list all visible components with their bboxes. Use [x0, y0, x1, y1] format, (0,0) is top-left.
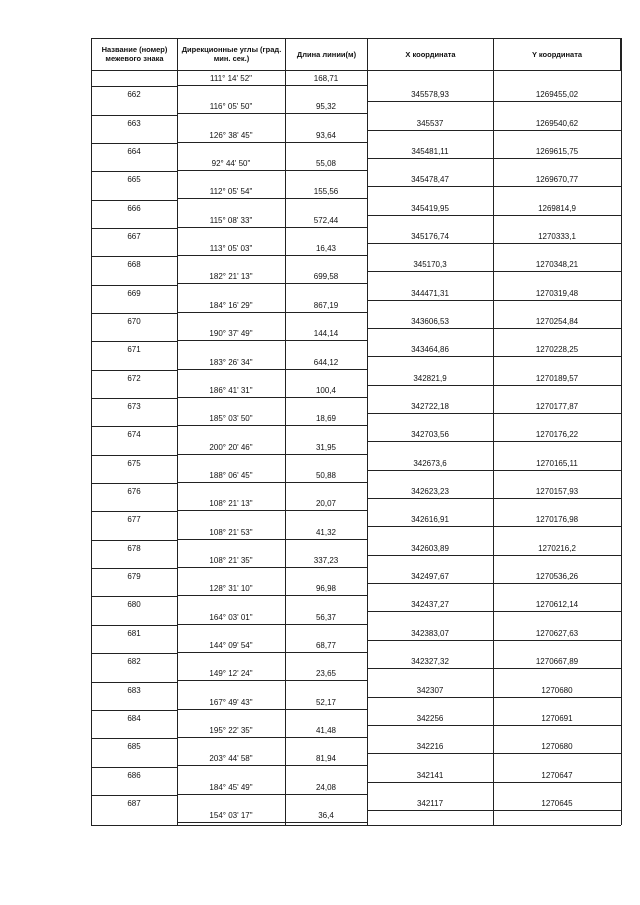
segment-length: 31,95 [315, 442, 337, 452]
coord-rule [367, 782, 621, 783]
segment-rule [177, 283, 367, 284]
header-name: Название (номер) межевого знака [91, 38, 177, 70]
segment-rule [177, 113, 367, 114]
segment-rule [177, 737, 367, 738]
segment-rule [177, 198, 367, 199]
segment-rule [177, 85, 367, 86]
segment-angle: 108° 21' 13" [209, 499, 253, 509]
segment-angle: 183° 26' 34" [209, 357, 253, 367]
point-rule [91, 398, 177, 399]
point-rule [91, 143, 177, 144]
point-x: 345578,93 [411, 90, 449, 100]
segment-rule [177, 170, 367, 171]
point-y: 1270667,89 [535, 657, 579, 667]
coordinates-table [91, 38, 621, 825]
point-rule [91, 341, 177, 342]
coord-rule [367, 753, 621, 754]
point-name: 663 [127, 118, 141, 128]
point-name: 681 [127, 628, 141, 638]
coord-rule [367, 555, 621, 556]
point-x: 342703,56 [411, 430, 449, 440]
segment-rule [177, 595, 367, 596]
point-x: 345478,47 [411, 175, 449, 185]
segment-angle: 182° 21' 13" [209, 272, 253, 282]
point-y: 1269455,02 [535, 90, 579, 100]
segment-length: 52,17 [315, 697, 337, 707]
segment-rule [177, 680, 367, 681]
point-rule [91, 426, 177, 427]
point-rule [91, 625, 177, 626]
point-x: 342327,32 [411, 657, 449, 667]
point-x: 345481,11 [411, 146, 449, 156]
point-rule [91, 200, 177, 201]
segment-rule [177, 227, 367, 228]
point-name: 674 [127, 430, 141, 440]
coord-rule [367, 243, 621, 244]
point-name: 672 [127, 373, 141, 383]
point-x: 342307 [416, 685, 444, 695]
point-y: 1270157,93 [535, 487, 579, 497]
table-border-bottom [91, 825, 621, 826]
segment-angle: 113° 05' 03" [209, 244, 253, 254]
point-y: 1269670,77 [535, 175, 579, 185]
point-rule [91, 313, 177, 314]
segment-rule [177, 454, 367, 455]
segment-angle: 128° 31' 10" [209, 584, 253, 594]
point-name: 680 [127, 600, 141, 610]
segment-length: 41,32 [315, 527, 337, 537]
point-rule [91, 86, 177, 87]
point-y: 1270333,1 [538, 231, 576, 241]
point-name: 675 [127, 458, 141, 468]
point-rule [91, 568, 177, 569]
point-x: 345537 [416, 118, 444, 128]
segment-angle: 116° 05' 50" [209, 102, 253, 112]
segment-rule [177, 709, 367, 710]
point-y: 1270647 [541, 770, 573, 780]
segment-length: 93,64 [315, 130, 337, 140]
point-rule [91, 795, 177, 796]
point-x: 342141 [416, 770, 444, 780]
segment-angle: 108° 21' 53" [209, 527, 253, 537]
coord-rule [367, 385, 621, 386]
point-x: 345170,3 [413, 260, 447, 270]
coord-rule [367, 498, 621, 499]
point-y: 1270254,84 [535, 316, 579, 326]
point-name: 687 [127, 798, 141, 808]
point-y: 1269814,9 [538, 203, 576, 213]
coord-rule [367, 640, 621, 641]
point-y: 1270612,14 [535, 600, 579, 610]
point-y: 1269615,75 [535, 146, 579, 156]
point-name: 679 [127, 572, 141, 582]
coord-rule [367, 470, 621, 471]
point-name: 670 [127, 316, 141, 326]
segment-rule [177, 482, 367, 483]
point-name: 666 [127, 203, 141, 213]
point-name: 676 [127, 487, 141, 497]
point-y: 1270176,22 [535, 430, 579, 440]
segment-rule [177, 255, 367, 256]
column-divider [285, 38, 286, 825]
point-rule [91, 483, 177, 484]
point-y: 1270189,57 [535, 373, 579, 383]
point-x: 342623,23 [411, 487, 449, 497]
point-y: 1270177,87 [535, 402, 579, 412]
point-x: 342722,18 [411, 402, 449, 412]
point-name: 683 [127, 685, 141, 695]
segment-angle: 185° 03' 50" [209, 414, 253, 424]
segment-rule [177, 312, 367, 313]
segment-length: 168,71 [313, 74, 339, 83]
segment-rule [177, 397, 367, 398]
segment-length: 68,77 [315, 641, 337, 650]
point-rule [91, 285, 177, 286]
segment-length: 867,19 [313, 300, 339, 310]
point-rule [91, 370, 177, 371]
coord-rule [367, 725, 621, 726]
point-x: 345176,74 [411, 231, 449, 241]
segment-rule [177, 567, 367, 568]
point-rule [91, 511, 177, 512]
point-rule [91, 455, 177, 456]
point-name: 678 [127, 543, 141, 553]
segment-length: 23,65 [315, 669, 337, 679]
segment-rule [177, 822, 367, 823]
segment-rule [177, 652, 367, 653]
segment-rule [177, 510, 367, 511]
segment-angle: 108° 21' 35" [209, 555, 253, 565]
segment-rule [177, 794, 367, 795]
point-y: 1270319,48 [535, 288, 579, 298]
segment-length: 50,88 [315, 470, 337, 480]
coord-rule [367, 583, 621, 584]
segment-length: 20,07 [315, 499, 337, 509]
point-rule [91, 596, 177, 597]
coord-rule [367, 158, 621, 159]
point-rule [91, 653, 177, 654]
segment-length: 16,43 [315, 244, 337, 254]
point-y: 1270216,2 [538, 543, 576, 553]
point-x: 342673,6 [413, 458, 447, 468]
segment-angle: 184° 45' 49" [209, 782, 253, 792]
segment-angle: 186° 41' 31" [209, 385, 253, 395]
point-y: 1270176,98 [535, 515, 579, 525]
coord-rule [367, 526, 621, 527]
segment-length: 699,58 [313, 272, 339, 282]
point-name: 669 [127, 288, 141, 298]
point-y: 1270680 [541, 742, 573, 752]
coord-rule [367, 186, 621, 187]
segment-angle: 144° 09' 54" [209, 641, 253, 650]
point-rule [91, 682, 177, 683]
segment-length: 96,98 [315, 584, 337, 594]
point-x: 345419,95 [411, 203, 449, 213]
coord-rule [367, 130, 621, 131]
coord-rule [367, 697, 621, 698]
coord-rule [367, 668, 621, 669]
point-name: 665 [127, 175, 141, 185]
segment-rule [177, 425, 367, 426]
point-rule [91, 115, 177, 116]
coord-rule [367, 356, 621, 357]
point-rule [91, 256, 177, 257]
segment-angle: 112° 05' 54" [209, 187, 253, 197]
point-y: 1270627,63 [535, 628, 579, 638]
segment-length: 644,12 [313, 357, 339, 367]
point-y: 1270536,26 [535, 572, 579, 582]
segment-length: 81,94 [315, 754, 337, 764]
point-y: 1270680 [541, 685, 573, 695]
point-x: 342497,67 [411, 572, 449, 582]
segment-length: 144,14 [313, 329, 339, 339]
point-y: 1270165,11 [536, 458, 578, 468]
point-x: 344471,31 [411, 288, 449, 298]
point-x: 342216 [416, 742, 444, 752]
coord-rule [367, 413, 621, 414]
header-y: Y координата [493, 38, 621, 70]
column-divider [621, 38, 622, 825]
point-x: 342437,27 [411, 600, 449, 610]
point-y: 1270348,21 [535, 260, 579, 270]
segment-length: 41,48 [315, 726, 337, 736]
point-name: 685 [127, 742, 141, 752]
segment-angle: 188° 06' 45" [209, 470, 253, 480]
segment-angle: 149° 12' 24" [209, 669, 253, 679]
segment-angle: 126° 38' 45" [209, 130, 253, 140]
point-x: 343606,53 [411, 316, 449, 326]
coord-rule [367, 441, 621, 442]
table-border-top [91, 38, 621, 39]
point-x: 342117 [416, 798, 444, 808]
header-length: Длина линии(м) [285, 38, 367, 70]
point-name: 673 [127, 402, 141, 412]
segment-rule [177, 539, 367, 540]
segment-length: 36,4 [318, 811, 334, 821]
point-name: 677 [127, 515, 141, 525]
segment-length: 55,08 [315, 159, 337, 169]
coord-rule [367, 810, 621, 811]
segment-length: 572,44 [313, 215, 339, 225]
segment-angle: 115° 08' 33" [209, 215, 253, 225]
point-name: 667 [127, 231, 141, 241]
segment-angle: 92° 44' 50" [211, 159, 251, 169]
point-name: 662 [127, 90, 141, 100]
point-x: 342821,9 [413, 373, 447, 383]
point-name: 671 [127, 345, 141, 355]
segment-rule [177, 142, 367, 143]
coord-rule [367, 328, 621, 329]
segment-length: 56,37 [315, 612, 337, 622]
point-y: 1270645 [541, 798, 573, 808]
point-rule [91, 710, 177, 711]
point-x: 342616,91 [411, 515, 449, 525]
coord-rule [367, 300, 621, 301]
point-y: 1270691 [541, 713, 573, 723]
coord-rule [367, 215, 621, 216]
segment-length: 95,32 [315, 102, 337, 112]
header-angle: Дирекционные углы (град. мин. сек.) [177, 38, 285, 70]
column-divider [177, 38, 178, 825]
segment-angle: 154° 03' 17" [209, 811, 253, 821]
point-name: 664 [127, 146, 141, 156]
segment-length: 18,69 [315, 414, 337, 424]
point-y: 1269540,62 [535, 118, 579, 128]
point-name: 682 [127, 657, 141, 667]
segment-rule [177, 765, 367, 766]
coord-rule [367, 271, 621, 272]
segment-angle: 184° 16' 29" [209, 300, 253, 310]
segment-angle: 164° 03' 01" [209, 612, 253, 622]
segment-angle: 203° 44' 58" [209, 754, 253, 764]
point-x: 342256 [416, 713, 444, 723]
segment-rule [177, 624, 367, 625]
point-rule [91, 228, 177, 229]
point-name: 686 [127, 770, 141, 780]
coord-rule [367, 101, 621, 102]
point-rule [91, 767, 177, 768]
segment-angle: 200° 20' 46" [209, 442, 253, 452]
header-divider [91, 70, 621, 71]
segment-angle: 195° 22' 35" [209, 726, 253, 736]
segment-length: 100,4 [315, 385, 337, 395]
segment-rule [177, 369, 367, 370]
segment-length: 337,23 [313, 555, 339, 565]
segment-angle: 167° 49' 43" [209, 697, 253, 707]
segment-rule [177, 340, 367, 341]
segment-angle: 111° 14' 52" [210, 74, 252, 83]
segment-length: 155,56 [313, 187, 339, 197]
point-y: 1270228,25 [535, 345, 579, 355]
point-rule [91, 738, 177, 739]
point-x: 342603,89 [411, 543, 449, 553]
header-x: X координата [367, 38, 493, 70]
point-rule [91, 540, 177, 541]
coord-rule [367, 611, 621, 612]
point-x: 343464,86 [411, 345, 449, 355]
segment-angle: 190° 37' 49" [209, 329, 253, 339]
point-name: 668 [127, 260, 141, 270]
segment-length: 24,08 [315, 782, 337, 792]
point-name: 684 [127, 713, 141, 723]
point-x: 342383,07 [411, 628, 449, 638]
point-rule [91, 171, 177, 172]
